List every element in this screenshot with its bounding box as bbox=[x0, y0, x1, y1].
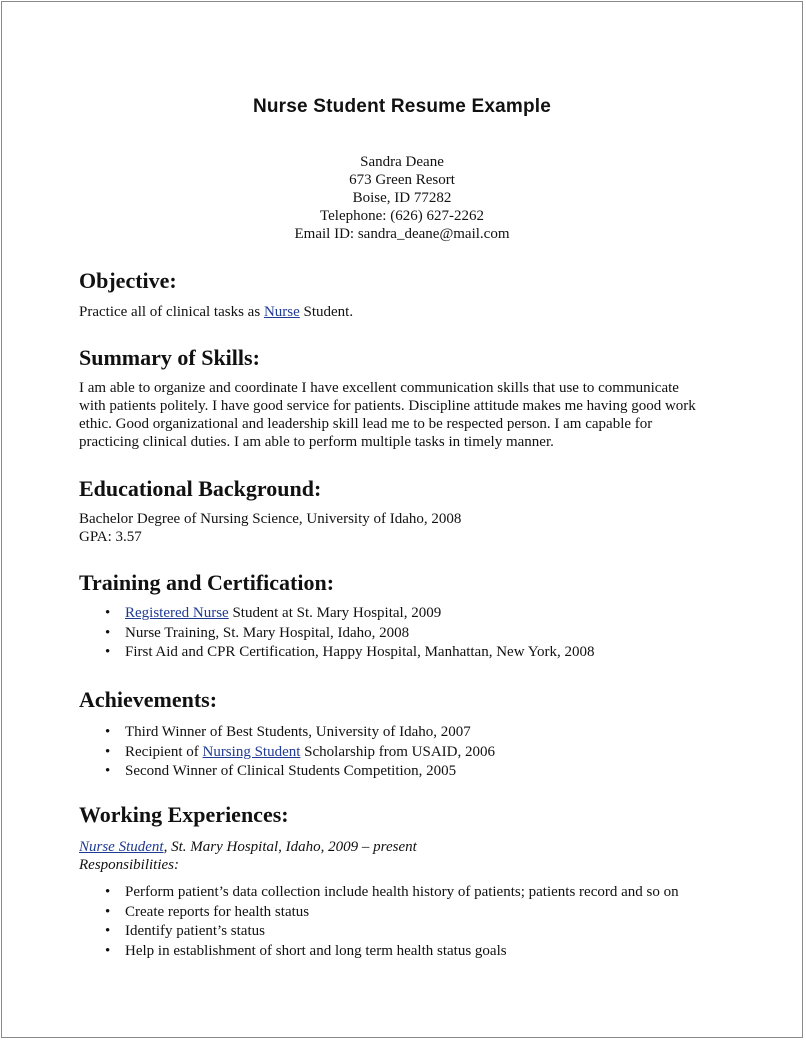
skills-paragraph bbox=[79, 379, 759, 451]
work-section bbox=[79, 802, 759, 961]
training-list bbox=[79, 604, 759, 663]
contact-street: 673 Green Resort bbox=[349, 172, 455, 188]
resume-page bbox=[1, 1, 803, 1038]
skills-line: ethic. Good organizational and leadership skill lead me to be respected person. I am capable for bbox=[79, 416, 653, 432]
objective-text-before: Practice all of clinical tasks as bbox=[79, 304, 264, 320]
list-item bbox=[79, 762, 759, 782]
list-item bbox=[79, 942, 759, 962]
list-item bbox=[79, 723, 759, 743]
education-heading: Educational Background: bbox=[79, 476, 322, 501]
education-gpa: GPA: 3.57 bbox=[79, 529, 142, 545]
skills-line: I am able to organize and coordinate I have excellent communication skills that use to communicate bbox=[79, 380, 679, 396]
objective-text bbox=[79, 303, 759, 321]
responsibilities-list bbox=[79, 883, 759, 961]
list-item bbox=[79, 643, 759, 663]
job-line bbox=[79, 838, 759, 856]
responsibility-item: Create reports for health status bbox=[125, 903, 310, 920]
training-item-3: First Aid and CPR Certification, Happy Hospital, Manhattan, New York, 2008 bbox=[125, 644, 595, 660]
bullet-icon: • bbox=[105, 903, 111, 920]
education-degree: Bachelor Degree of Nursing Science, University of Idaho, 2008 bbox=[79, 511, 462, 527]
training-item-1-rest: Student at St. Mary Hospital, 2009 bbox=[228, 605, 442, 621]
list-item bbox=[79, 624, 759, 644]
nursing-student-link[interactable]: Nursing Student bbox=[202, 743, 301, 760]
bullet-icon: • bbox=[105, 724, 111, 740]
training-item-2: Nurse Training, St. Mary Hospital, Idaho, 2008 bbox=[125, 624, 410, 641]
nurse-link[interactable]: Nurse bbox=[263, 304, 300, 320]
training-section bbox=[79, 570, 759, 663]
bullet-icon: • bbox=[105, 884, 111, 900]
list-item bbox=[79, 922, 759, 942]
page-title: Nurse Student Resume Example bbox=[252, 96, 552, 117]
achievement-item-1: Third Winner of Best Students, University of Idaho, 2007 bbox=[125, 724, 471, 740]
list-item bbox=[79, 743, 759, 763]
bullet-icon: • bbox=[105, 763, 111, 779]
achievement-item-2-after: Scholarship from USAID, 2006 bbox=[300, 743, 495, 760]
bullet-icon: • bbox=[105, 644, 111, 660]
skills-heading: Summary of Skills: bbox=[79, 345, 260, 370]
achievements-section bbox=[79, 687, 759, 782]
registered-nurse-link[interactable]: Registered Nurse bbox=[125, 605, 229, 621]
job-details: , St. Mary Hospital, Idaho, 2009 – present bbox=[163, 839, 417, 855]
achievement-item-3: Second Winner of Clinical Students Competition, 2005 bbox=[125, 763, 457, 779]
contact-city: Boise, ID 77282 bbox=[352, 190, 452, 206]
education-text bbox=[79, 510, 759, 546]
achievements-list bbox=[79, 723, 759, 782]
contact-name: Sandra Deane bbox=[360, 154, 444, 170]
bullet-icon: • bbox=[105, 605, 111, 621]
education-section bbox=[79, 476, 759, 546]
skills-line: with patients politely. I have good service for patients. Discipline attitude makes me having good work bbox=[79, 398, 696, 414]
achievements-heading: Achievements: bbox=[79, 687, 218, 712]
work-heading: Working Experiences: bbox=[79, 802, 289, 827]
training-heading: Training and Certification: bbox=[79, 570, 335, 595]
bullet-icon: • bbox=[105, 743, 111, 760]
responsibility-item: Perform patient’s data collection include health history of patients; patients record and so on bbox=[125, 884, 679, 900]
nurse-student-link[interactable]: Nurse Student bbox=[79, 839, 164, 855]
list-item bbox=[79, 604, 759, 624]
responsibilities-label: Responsibilities: bbox=[79, 857, 179, 873]
responsibility-item: Identify patient’s status bbox=[125, 923, 265, 939]
bullet-icon: • bbox=[105, 624, 111, 641]
contact-email: Email ID: sandra_deane@mail.com bbox=[294, 226, 510, 242]
list-item bbox=[79, 883, 759, 903]
objective-text-after: Student. bbox=[299, 304, 354, 320]
bullet-icon: • bbox=[105, 923, 111, 939]
objective-section bbox=[79, 268, 759, 321]
achievement-item-2-before: Recipient of bbox=[125, 743, 203, 760]
contact-block bbox=[2, 153, 802, 243]
list-item bbox=[79, 903, 759, 923]
bullet-icon: • bbox=[105, 942, 111, 959]
responsibility-item: Help in establishment of short and long term health status goals bbox=[125, 942, 507, 959]
skills-section bbox=[79, 345, 759, 451]
skills-line: practicing clinical duties. I am able to perform multiple tasks in timely manner. bbox=[79, 434, 554, 450]
contact-telephone: Telephone: (626) 627-2262 bbox=[320, 208, 484, 224]
objective-heading: Objective: bbox=[79, 268, 177, 293]
